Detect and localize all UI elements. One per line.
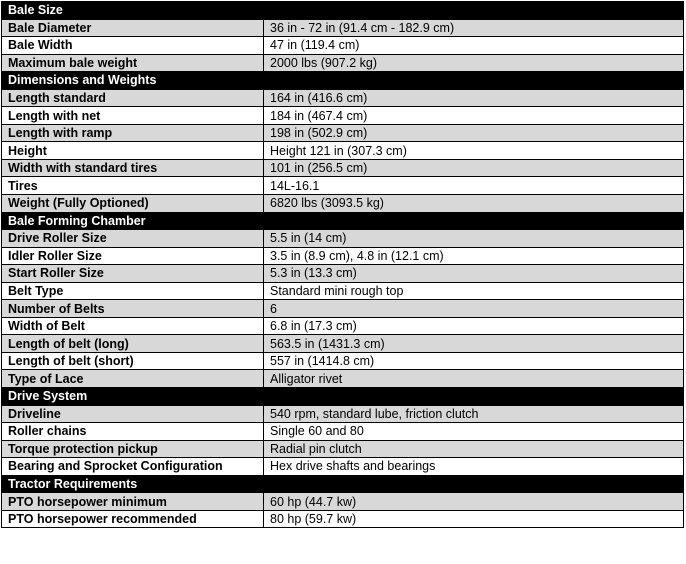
spec-value: Height 121 in (307.3 cm) — [264, 142, 684, 160]
table-row — [2, 440, 684, 458]
table-row — [2, 37, 684, 55]
spec-value: 184 in (467.4 cm) — [264, 107, 684, 125]
spec-label: Length of belt (short) — [2, 352, 264, 370]
table-row — [2, 370, 684, 388]
table-row — [2, 300, 684, 318]
spec-value: Radial pin clutch — [264, 440, 684, 458]
specifications-body — [2, 2, 684, 528]
table-row — [2, 195, 684, 213]
spec-label: Roller chains — [2, 423, 264, 441]
table-row — [2, 335, 684, 353]
spec-value: 47 in (119.4 cm) — [264, 37, 684, 55]
spec-value: 6.8 in (17.3 cm) — [264, 317, 684, 335]
spec-label: Length of belt (long) — [2, 335, 264, 353]
table-row — [2, 510, 684, 528]
section-header-bale-size — [2, 2, 684, 20]
spec-value: 14L-16.1 — [264, 177, 684, 195]
spec-value: 101 in (256.5 cm) — [264, 159, 684, 177]
table-row — [2, 142, 684, 160]
spec-label: Driveline — [2, 405, 264, 423]
specifications-table — [1, 1, 684, 528]
spec-label: Bale Diameter — [2, 19, 264, 37]
spec-value: 6 — [264, 300, 684, 318]
spec-label: Bale Width — [2, 37, 264, 55]
spec-value: Alligator rivet — [264, 370, 684, 388]
spec-value: 5.3 in (13.3 cm) — [264, 265, 684, 283]
spec-label: Start Roller Size — [2, 265, 264, 283]
spec-label: PTO horsepower recommended — [2, 510, 264, 528]
table-row — [2, 177, 684, 195]
spec-label: Height — [2, 142, 264, 160]
spec-value: 3.5 in (8.9 cm), 4.8 in (12.1 cm) — [264, 247, 684, 265]
spec-value: 36 in - 72 in (91.4 cm - 182.9 cm) — [264, 19, 684, 37]
table-row — [2, 89, 684, 107]
section-title: Dimensions and Weights — [2, 72, 264, 90]
spec-label: Number of Belts — [2, 300, 264, 318]
spec-label: Width with standard tires — [2, 159, 264, 177]
spec-label: Maximum bale weight — [2, 54, 264, 72]
spec-value: 6820 lbs (3093.5 kg) — [264, 195, 684, 213]
section-header-tractor-requirements — [2, 475, 684, 493]
section-title: Bale Forming Chamber — [2, 212, 264, 230]
spec-label: Length standard — [2, 89, 264, 107]
spec-value: 563.5 in (1431.3 cm) — [264, 335, 684, 353]
table-row — [2, 124, 684, 142]
spec-label: Length with ramp — [2, 124, 264, 142]
spec-value: 2000 lbs (907.2 kg) — [264, 54, 684, 72]
spec-value: 164 in (416.6 cm) — [264, 89, 684, 107]
table-row — [2, 159, 684, 177]
spec-value: 540 rpm, standard lube, friction clutch — [264, 405, 684, 423]
spec-value: 5.5 in (14 cm) — [264, 230, 684, 248]
table-row — [2, 265, 684, 283]
spec-label: Drive Roller Size — [2, 230, 264, 248]
section-title: Drive System — [2, 388, 264, 406]
spec-label: Idler Roller Size — [2, 247, 264, 265]
spec-label: Length with net — [2, 107, 264, 125]
spec-label: Torque protection pickup — [2, 440, 264, 458]
spec-label: Width of Belt — [2, 317, 264, 335]
section-header-blank — [264, 475, 684, 493]
spec-label: PTO horsepower minimum — [2, 493, 264, 511]
table-row — [2, 405, 684, 423]
table-row — [2, 19, 684, 37]
section-header-drive-system — [2, 388, 684, 406]
section-header-blank — [264, 2, 684, 20]
table-row — [2, 247, 684, 265]
table-row — [2, 317, 684, 335]
section-header-blank — [264, 72, 684, 90]
table-row — [2, 423, 684, 441]
table-row — [2, 352, 684, 370]
spec-value: Hex drive shafts and bearings — [264, 458, 684, 476]
spec-label: Type of Lace — [2, 370, 264, 388]
spec-value: Standard mini rough top — [264, 282, 684, 300]
section-title: Tractor Requirements — [2, 475, 264, 493]
table-row — [2, 493, 684, 511]
spec-value: Single 60 and 80 — [264, 423, 684, 441]
spec-value: 80 hp (59.7 kw) — [264, 510, 684, 528]
section-header-blank — [264, 212, 684, 230]
table-row — [2, 230, 684, 248]
spec-label: Bearing and Sprocket Configuration — [2, 458, 264, 476]
table-row — [2, 54, 684, 72]
section-header-dimensions-and-weights — [2, 72, 684, 90]
spec-value: 60 hp (44.7 kw) — [264, 493, 684, 511]
spec-label: Tires — [2, 177, 264, 195]
section-header-bale-forming-chamber — [2, 212, 684, 230]
spec-value: 557 in (1414.8 cm) — [264, 352, 684, 370]
spec-label: Weight (Fully Optioned) — [2, 195, 264, 213]
section-header-blank — [264, 388, 684, 406]
table-row — [2, 458, 684, 476]
spec-value: 198 in (502.9 cm) — [264, 124, 684, 142]
table-row — [2, 107, 684, 125]
table-row — [2, 282, 684, 300]
spec-label: Belt Type — [2, 282, 264, 300]
section-title: Bale Size — [2, 2, 264, 20]
